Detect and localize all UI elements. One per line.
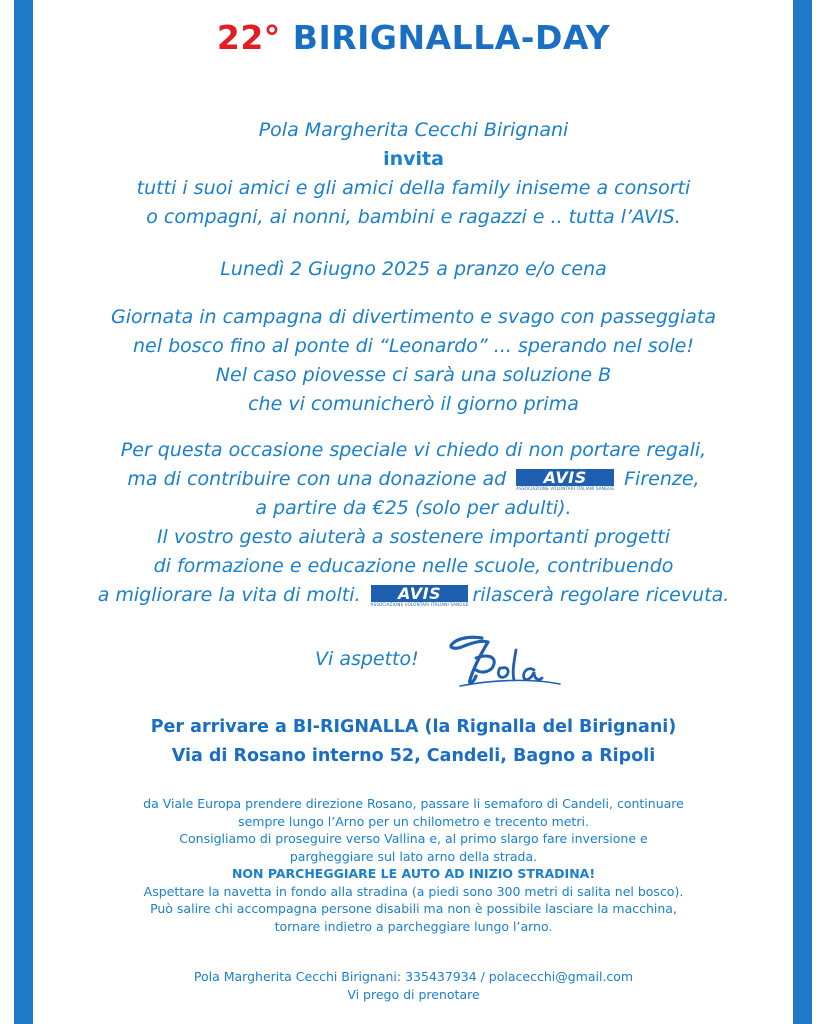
avis-logo (371, 585, 469, 607)
directions-line: Per arrivare a BI-RIGNALLA (la Rignalla del Birignani) (150, 717, 677, 737)
event-date: Lunedì 2 Giugno 2025 a pranzo e/o cena (220, 258, 607, 280)
donation-block (40, 436, 787, 610)
avis-logo-word: AVIS (371, 585, 469, 602)
donation-line: di formazione e educazione nelle scuole, contribuendo (153, 555, 674, 577)
instruction-line: sempre lungo l’Arno per un chilometro e trecento metri. (238, 813, 589, 829)
invite-line: o compagni, ai nonni, bambini e ragazzi e .. tutta l’AVIS. (146, 206, 681, 228)
description-line: Giornata in campagna di divertimento e svago con passeggiata (111, 306, 716, 328)
description-line: Nel caso piovesse ci sarà una soluzione B (215, 364, 612, 386)
closing-text: Vi aspetto! (315, 648, 419, 670)
donation-line: Per questa occasione speciale vi chiedo di non portare regali, (120, 439, 707, 461)
instruction-line: Può salire chi accompagna persone disabili ma non è possibile lasciare la macchina, (150, 901, 677, 916)
event-name: BIRIGNALLA-DAY (292, 18, 611, 57)
donation-text: a migliorare la vita di molti. (97, 584, 361, 606)
description-block (40, 303, 787, 419)
description-line: nel bosco fino al ponte di “Leonardo” ... sperando nel sole! (133, 335, 694, 357)
description-line: che vi comunicherò il giorno prima (248, 393, 579, 415)
host-name: Pola Margherita Cecchi Birignani (258, 119, 569, 141)
instruction-line: tornare indietro a parcheggiare lungo l’arno. (274, 918, 553, 934)
left-border-bar (14, 0, 33, 1024)
instruction-line: Aspettare la navetta in fondo alla stradina (a piedi sono 300 metri di salita nel bosco). (143, 883, 684, 899)
donation-line: Il vostro gesto aiuterà a sostenere importanti progetti (156, 526, 671, 548)
avis-logo (516, 469, 614, 491)
donation-text: rilascerà regolare ricevuta. (472, 584, 730, 606)
donation-line: a partire da €25 (solo per adulti). (255, 497, 572, 519)
edition-number: 22° (216, 18, 281, 57)
address: Via di Rosano interno 52, Candeli, Bagno a Ripoli (171, 746, 656, 766)
invite-verb: invita (383, 148, 444, 170)
directions-block (40, 713, 787, 771)
avis-logo-word: AVIS (516, 469, 614, 486)
signature-image (430, 630, 590, 692)
parking-warning: NON PARCHEGGIARE LE AUTO AD INIZIO STRADINA! (231, 866, 596, 881)
invite-line: tutti i suoi amici e gli amici della family iniseme a consorti (136, 177, 691, 199)
avis-logo-subtitle: ASSOCIAZIONE VOLONTARI ITALIANI SANGUE (370, 601, 469, 607)
invite-block (40, 116, 787, 232)
right-border-bar (793, 0, 812, 1024)
instruction-line: pargheggiare sul lato arno della strada. (289, 848, 538, 864)
instruction-line: Consigliamo di proseguire verso Vallina e, al primo slargo fare inversione e (179, 831, 648, 846)
donation-line (40, 465, 787, 494)
donation-text: ma di contribuire con una donazione ad (127, 468, 507, 490)
contact-block (40, 968, 787, 1004)
avis-logo-subtitle: ASSOCIAZIONE VOLONTARI ITALIANI SANGUE (516, 485, 615, 491)
closing-block (40, 630, 787, 690)
donation-text: Firenze, (624, 468, 700, 490)
donation-line (40, 581, 787, 610)
booking-note: Vi prego di prenotare (347, 987, 480, 1002)
page-title (40, 18, 787, 57)
instruction-line: da Viale Europa prendere direzione Rosano, passare li semaforo di Candeli, continuare (143, 796, 684, 811)
contact-info: Pola Margherita Cecchi Birignani: 335437934 / polacecchi@gmail.com (193, 969, 634, 984)
instructions-block (40, 795, 787, 935)
